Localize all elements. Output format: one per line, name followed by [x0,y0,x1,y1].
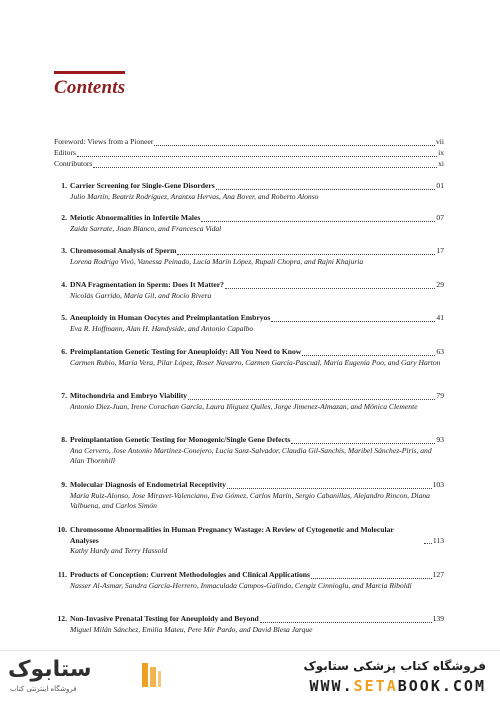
dot-leader [154,145,435,146]
chapter-number: 7. [61,391,67,400]
toc-page-number: 63 [436,347,444,356]
dot-leader [302,355,435,356]
chapter-number: 10. [57,525,67,534]
dot-leader [216,189,436,190]
toc-page-number: 07 [436,213,444,222]
toc-front-label: Editors [54,148,76,157]
chapter-title: DNA Fragmentation in Sperm: Does It Matter? [70,280,224,289]
chapter-authors: Nasser Al-Asmar, Sandra García-Herrero, Inmaculada Campos-Galindo, Cengiz Cinnioglu, and Marcia Riboldi [70,580,412,590]
store-name: فروشگاه کتاب پزشکی ستابوک [303,659,486,673]
url-accent: SETA [353,677,398,695]
toc-page-number: 79 [436,391,444,400]
chapter-authors: Eva R. Hoffmann, Alan H. Handyside, and Antonio Capalbo [70,323,254,333]
chapter-authors: Ana Cervero, Jose Antonio Martínez-Conejero, Lucía Sanz-Salvador, Claudia Gil-Sanchís, Maribel Sánchez-Piris, and Alan Thornhill [70,445,432,465]
dot-leader [311,578,432,579]
chapter-title: Products of Conception: Current Methodologies and Clinical Applications [70,570,310,579]
chapter-number: 8. [61,435,67,444]
chapter-number: 11. [57,570,67,579]
toc-page-number: 139 [432,614,444,623]
dot-leader [77,156,437,157]
footer-banner[interactable] [0,650,500,701]
chapter-number: 1. [61,181,67,190]
chapter-authors: Miguel Milán Sánchez, Emilia Mateu, Pere Mir Pardo, and David Blesa Jarque [70,624,313,634]
chapter-number: 9. [61,480,67,489]
title-rule [54,71,125,74]
chapter-number: 5. [61,313,67,322]
chapter-authors: María Ruiz-Alonso, Jose Miravet-Valenciano, Eva Gómez, Carlos Marín, Sergio Cabanillas, Alejandro Rincon, Diana Valbuena, and Carlos Simón [70,490,430,510]
chapter-authors: Lorena Rodrigo Vivó, Vanessa Peinado, Lucía Marín López, Rupali Chopra, and Rajni Khajuria [70,256,364,266]
dot-leader [291,443,435,444]
store-url[interactable] [310,677,487,695]
dot-leader [271,321,435,322]
dot-leader [188,399,435,400]
chapter-title: Mitochondria and Embryo Viability [70,391,188,400]
toc-page-number: 29 [436,280,444,289]
toc-front-item[interactable] [54,159,444,170]
chapter-authors: Antonio Diez-Juan, Irene Corachan García, Laura Iñiguez Quiles, Jorge Jimenez-Almazan, and Mónica Clemente [70,401,418,411]
chapter-number: 6. [61,347,67,356]
dot-leader [225,288,435,289]
toc-page-number: ix [438,148,444,157]
chapter-title: Molecular Diagnosis of Endometrial Receptivity [70,480,226,489]
dot-leader [93,167,437,168]
url-suffix: BOOK.COM [397,677,486,695]
toc-page-number: vii [435,137,444,146]
toc-front-label: Foreword: Views from a Pioneer [54,137,154,146]
chapter-authors: Nicolás Garrido, María Gil, and Rocío Rivera [70,290,212,300]
toc-page-number: xi [438,159,444,168]
dot-leader [260,622,432,623]
dot-leader [177,254,435,255]
book-logo-icon [140,659,162,691]
chapter-number: 3. [61,246,67,255]
chapter-title: Meiotic Abnormalities in Infertile Males [70,213,201,222]
chapter-title: Preimplantation Genetic Testing for Monogenic/Single Gene Defects [70,435,291,444]
logo-subtitle: فروشگاه اینترنتی کتاب [10,685,77,693]
chapter-title: Carrier Screening for Single-Gene Disorders [70,181,215,190]
logo-text: ستابوک [8,657,92,682]
chapter-authors: Kathy Hardy and Terry Hassold [70,546,168,555]
chapter-number: 4. [61,280,67,289]
store-logo[interactable] [8,657,136,695]
dot-leader [227,488,432,489]
chapter-number: 12. [57,614,67,623]
chapter-authors: Julio Martín, Beatriz Rodríguez, Arantxa Hervas, Ana Bover, and Roberto Alonso [70,191,319,201]
chapter-title: Aneuploidy in Human Oocytes and Preimplantation Embryos [70,313,271,322]
toc-front-label: Contributors [54,159,93,168]
toc-front-item[interactable] [54,148,444,159]
page-title: Contents [54,77,126,98]
toc-page-number: 01 [436,181,444,190]
chapter-number: 2. [61,213,67,222]
dot-leader [201,221,435,222]
chapter-authors: Carmen Rubio, María Vera, Pilar López, Roser Navarro, Carmen García-Pascual, María Eugenia Poo, and Gary Harton [70,357,441,367]
toc-front-item[interactable] [54,137,444,148]
toc-page-number: 17 [436,246,444,255]
toc-page-number: 93 [436,435,444,444]
chapter-title: Chromosomal Analysis of Sperm [70,246,177,255]
toc-page-number: 113 [432,535,444,545]
chapter-authors: Zaida Sarrate, Joan Blanco, and Francesca Vidal [70,223,222,233]
chapter-title: Preimplantation Genetic Testing for Aneuploidy: All You Need to Know [70,347,302,356]
url-prefix: WWW. [309,677,354,695]
chapter-title: Chromosome Abnormalities in Human Pregnancy Wastage: A Review of Cytogenetic and Molecular Analyses [70,525,394,545]
toc-page-number: 127 [432,570,444,579]
toc-page-number: 103 [432,480,444,489]
dot-leader [424,543,432,544]
chapter-title: Non-Invasive Prenatal Testing for Aneuploidy and Beyond [70,614,259,623]
toc-page-number: 41 [436,313,444,322]
